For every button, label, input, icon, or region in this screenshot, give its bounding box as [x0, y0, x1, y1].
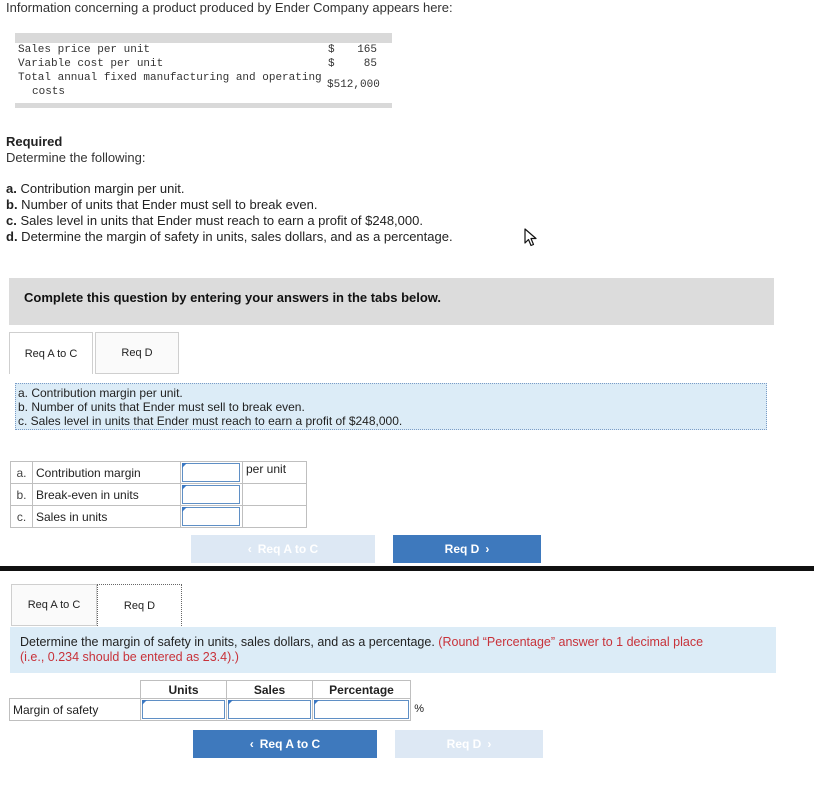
row-label: Variable cost per unit — [18, 58, 164, 70]
input-box[interactable] — [182, 485, 240, 504]
sales-in-units-input[interactable] — [181, 506, 243, 528]
contribution-margin-input[interactable] — [181, 462, 243, 484]
row-letter: a. — [11, 462, 33, 484]
product-data-table — [15, 33, 392, 108]
chevron-left-icon: ‹ — [249, 737, 254, 751]
info-line: c. Sales level in units that Ender must reach to earn a profit of $248,000. — [18, 414, 403, 428]
input-box[interactable] — [314, 700, 409, 719]
intro-text: Information concerning a product produced by Ender Company appears here: — [6, 0, 453, 15]
next-req-d-button-2[interactable] — [395, 730, 543, 758]
input-marker-icon — [182, 507, 187, 512]
row-currency: $ — [328, 44, 335, 56]
button-label: Req A to C — [257, 542, 319, 556]
header-percentage: Percentage — [313, 681, 411, 699]
chevron-left-icon: ‹ — [247, 542, 252, 556]
input-box[interactable] — [142, 700, 225, 719]
input-box[interactable] — [182, 463, 240, 482]
row-label: Contribution margin — [33, 462, 181, 484]
input-box[interactable] — [182, 507, 240, 526]
answer-table — [10, 461, 307, 528]
input-marker-icon — [228, 700, 233, 705]
info-line: b. Number of units that Ender must sell to break even. — [18, 400, 305, 414]
table-row — [11, 462, 307, 484]
table-row — [15, 43, 392, 57]
row-label: Sales price per unit — [18, 44, 151, 56]
instructions-banner — [9, 278, 774, 325]
list-item: b. Number of units that Ender must sell to break even. — [6, 197, 318, 212]
mouse-cursor-icon — [524, 228, 540, 248]
row-label: Margin of safety — [10, 699, 141, 721]
tab-req-d[interactable]: Req D — [95, 332, 179, 374]
unit-label — [243, 484, 307, 506]
required-title: Required — [6, 134, 63, 149]
mos-percentage-input[interactable] — [313, 699, 424, 721]
banner-text: Complete this question by entering your answers in the tabs below. — [24, 290, 442, 305]
header-blank — [10, 681, 141, 699]
row-label: Break-even in units — [33, 484, 181, 506]
required-list — [6, 181, 453, 245]
row-label: Sales in units — [33, 506, 181, 528]
table-row — [11, 506, 307, 528]
table-header-row — [10, 681, 411, 699]
mos-units-input[interactable] — [141, 699, 227, 721]
chevron-right-icon: › — [487, 737, 492, 751]
question-info-box — [15, 383, 767, 430]
list-item: d. Determine the margin of safety in units, sales dollars, and as a percentage. — [6, 229, 453, 244]
unit-label: per unit — [243, 462, 307, 484]
row-letter: b. — [11, 484, 33, 506]
row-letter: c. — [11, 506, 33, 528]
info-line: a. Contribution margin per unit. — [18, 386, 183, 400]
input-marker-icon — [182, 485, 187, 490]
table-bottom-bar — [15, 103, 392, 108]
header-sales: Sales — [227, 681, 313, 699]
button-label: Req D — [444, 542, 480, 556]
table-row — [15, 57, 392, 71]
next-req-d-button[interactable] — [393, 535, 541, 563]
required-subtitle: Determine the following: — [6, 150, 146, 165]
rounding-note-2: (i.e., 0.234 should be entered as 23.4).) — [20, 650, 239, 664]
row-amount: 165 — [357, 44, 377, 56]
rounding-note: (Round “Percentage” answer to 1 decimal place — [438, 635, 704, 649]
section-divider — [0, 566, 814, 571]
button-label: Req A to C — [259, 737, 321, 751]
row-amount: $512,000 — [327, 79, 380, 91]
input-marker-icon — [182, 463, 187, 468]
chevron-right-icon: › — [485, 542, 490, 556]
tab-req-a-to-c[interactable]: Req A to C — [9, 332, 93, 374]
table-row — [11, 484, 307, 506]
row-label-continued: costs — [32, 86, 66, 98]
table-row — [10, 699, 411, 721]
unit-label — [243, 506, 307, 528]
row-amount: 85 — [363, 58, 377, 70]
table-top-bar — [15, 33, 392, 43]
break-even-units-input[interactable] — [181, 484, 243, 506]
header-units: Units — [141, 681, 227, 699]
tab-req-a-to-c-2[interactable]: Req A to C — [11, 584, 97, 626]
list-item: a. Contribution margin per unit. — [6, 181, 185, 196]
input-marker-icon — [142, 700, 147, 705]
list-item: c. Sales level in units that Ender must reach to earn a profit of $248,000. — [6, 213, 423, 228]
input-box[interactable] — [228, 700, 311, 719]
row-label: Total annual fixed manufacturing and operating — [18, 72, 322, 84]
table-row — [15, 71, 392, 99]
prev-req-a-to-c-button-2[interactable] — [193, 730, 377, 758]
prev-req-a-to-c-button[interactable] — [191, 535, 375, 563]
button-label: Req D — [446, 737, 482, 751]
margin-of-safety-table — [9, 680, 424, 721]
question-info-box-2 — [10, 627, 776, 673]
input-marker-icon — [314, 700, 319, 705]
percent-sign: % — [414, 703, 424, 715]
mos-sales-input[interactable] — [227, 699, 313, 721]
tab-req-d-2[interactable]: Req D — [97, 584, 182, 626]
row-currency: $ — [328, 58, 335, 70]
instruction-text: Determine the margin of safety in units, sales dollars, and as a percentage. — [20, 635, 435, 649]
